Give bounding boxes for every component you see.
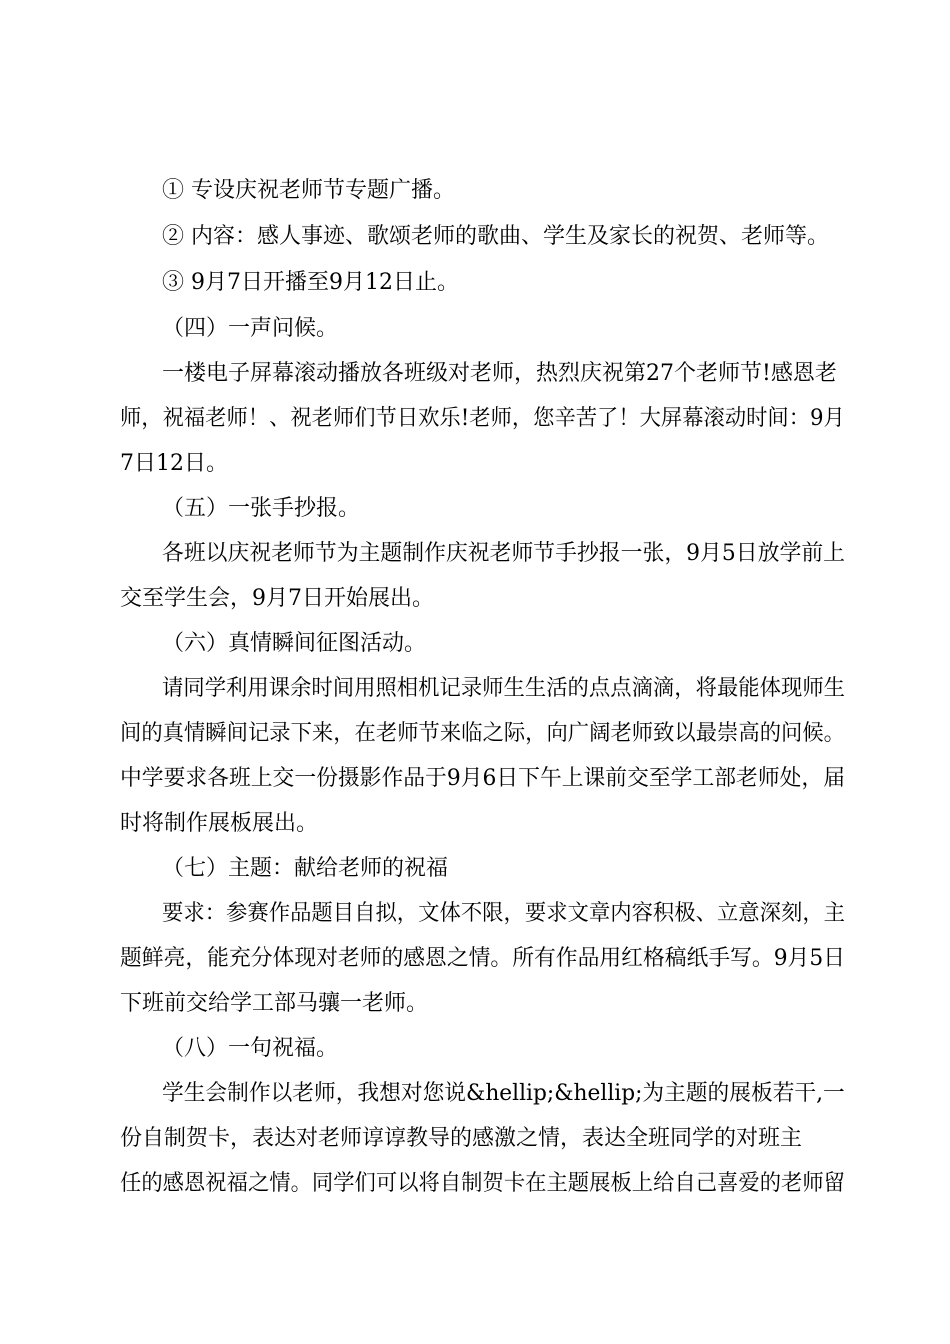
section-heading-6: （六）真情瞬间征图活动。 (162, 631, 427, 656)
paragraph-line: 任的感恩祝福之情。同学们可以将自制贺卡在主题展板上给自己喜爱的老师留 (120, 1171, 846, 1196)
paragraph-line: 师，祝福老师！、祝老师们节日欢乐!老师，您辛苦了！大屏幕滚动时间：9月 (120, 406, 845, 431)
section-heading-7: （七）主题：献给老师的祝福 (162, 856, 449, 881)
list-item-3: ③ 9月7日开播至9月12日止。 (162, 270, 459, 295)
section-heading-5: （五）一张手抄报。 (162, 496, 361, 521)
paragraph-line: 份自制贺卡，表达对老师谆谆教导的感激之情，表达全班同学的对班主 (120, 1126, 803, 1151)
paragraph-line: 下班前交给学工部马骧一老师。 (120, 991, 429, 1016)
paragraph-line: 要求：参赛作品题目自拟，文体不限，要求文章内容积极、立意深刻，主 (162, 901, 846, 926)
list-item-2: ② 内容：感人事迹、歌颂老师的歌曲、学生及家长的祝贺、老师等。 (162, 224, 829, 249)
paragraph-line: 请同学利用课余时间用照相机记录师生生活的点点滴滴，将最能体现师生 (162, 676, 846, 701)
paragraph-line: 交至学生会，9月7日开始展出。 (120, 586, 434, 611)
list-item-1: ① 专设庆祝老师节专题广播。 (162, 178, 455, 203)
paragraph-line: 各班以庆祝老师节为主题制作庆祝老师节手抄报一张，9月5日放学前上 (162, 541, 845, 566)
paragraph-line: 一楼电子屏幕滚动播放各班级对老师，热烈庆祝第27个老师节!感恩老 (162, 361, 837, 386)
paragraph-line: 间的真情瞬间记录下来，在老师节来临之际，向广阔老师致以最崇高的问候。 (120, 721, 846, 746)
paragraph-line: 学生会制作以老师，我想对您说&hellip;&hellip;为主题的展板若干,一 (162, 1081, 845, 1106)
paragraph-line: 中学要求各班上交一份摄影作品于9月6日下午上课前交至学工部老师处，届 (120, 766, 845, 791)
paragraph-line: 题鲜亮，能充分体现对老师的感恩之情。所有作品用红格稿纸手写。9月5日 (120, 946, 845, 971)
paragraph-line: 时将制作展板展出。 (120, 811, 319, 836)
section-heading-8: （八）一句祝福。 (162, 1036, 339, 1061)
section-heading-4: （四）一声问候。 (162, 316, 339, 341)
paragraph-line: 7日12日。 (120, 451, 228, 476)
